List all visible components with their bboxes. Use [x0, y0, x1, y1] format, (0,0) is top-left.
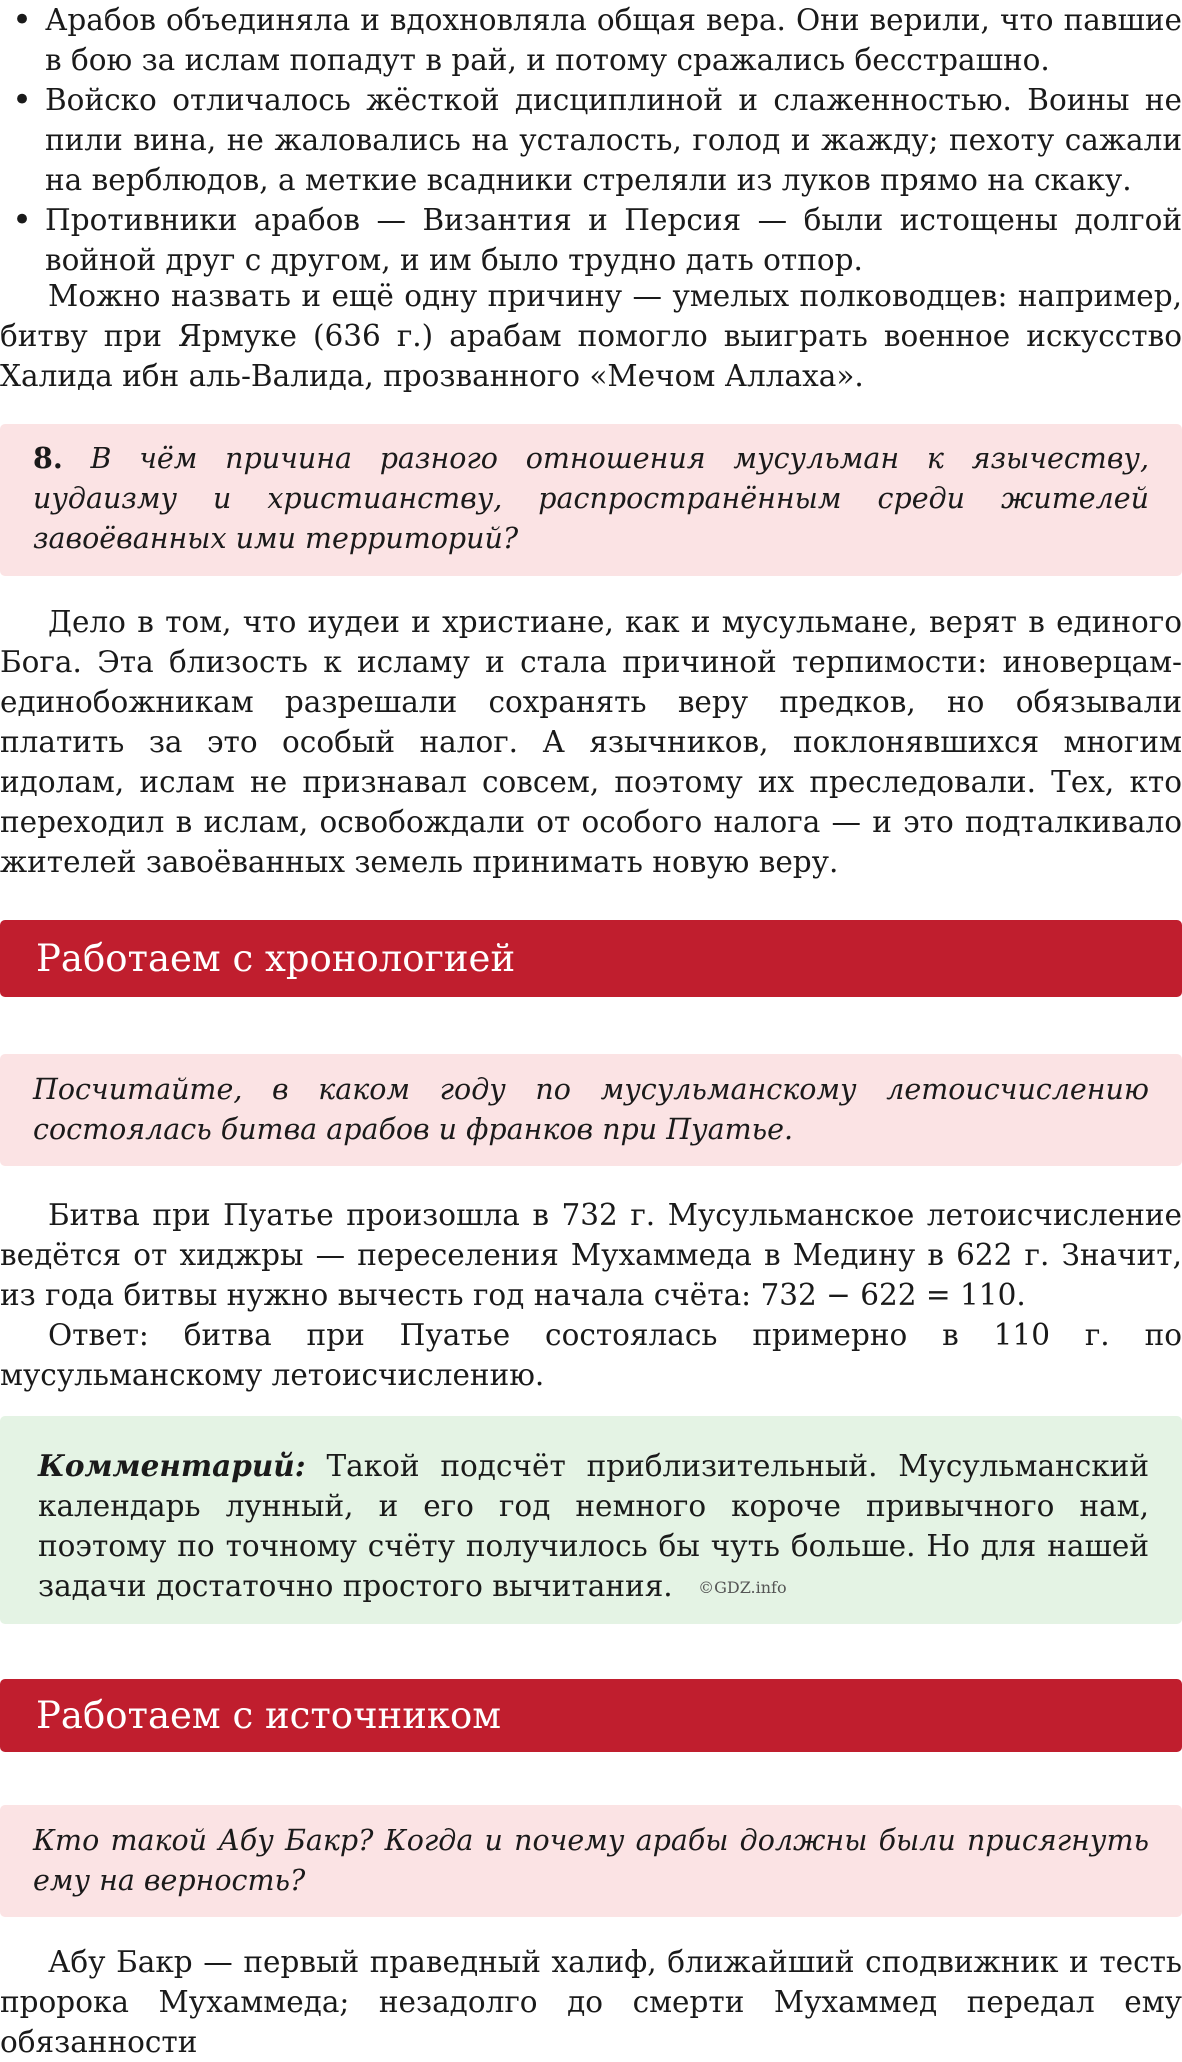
answer-8-paragraph: Дело в том, что иудеи и христиане, как и мусульмане, верят в единого Бога. Эта близость к исламу и стала причиной терпимости: иноверцам-единобожникам разрешали сохранять веру предков, но обязывали платить за это особый налог. А язычников, поклонявшихся многим идолам, ислам не признавал совсем, поэтому их преследовали. Тех, кто переходил в ислам, освобождали от особого налога — и это подталкивало жителей завоёванных земель принимать новую веру.	[0, 605, 1182, 879]
question-number: 8.	[33, 441, 63, 475]
chronology-question-box	[0, 1054, 1182, 1166]
source-answer-paragraph: Абу Бакр — первый праведный халиф, ближайший сподвижник и тесть пророка Мухаммеда; незадолго до смерти Мухаммед передал ему обязанности	[0, 1945, 1182, 2059]
list-item: • Войско отличалось жёсткой дисциплиной и слаженностью. Воины не пили вина, не жаловались на усталость, голод и жажду; пехоту сажали на верблюдов, а меткие всадники стреляли из луков прямо на скаку.	[0, 80, 1182, 200]
section-header-chronology: Работаем с хронологией	[0, 920, 1182, 997]
list-item: • Противники арабов — Византия и Персия — были истощены долгой войной друг с другом, и им было трудно дать отпор.	[0, 200, 1182, 280]
list-item: • Арабов объединяла и вдохновляла общая вера. Они верили, что павшие в бою за ислам попадут в рай, и потому сражались бесстрашно.	[0, 0, 1182, 80]
source-question-box	[0, 1805, 1182, 1917]
copyright-mark: ©GDZ.info	[698, 1578, 787, 1597]
paragraph-reason: Можно назвать и ещё одну причину — умелых полководцев: например, битву при Ярмуке (636 г.) арабам помогло выиграть военное искусство Халида ибн аль-Валида, прозванного «Мечом Аллаха».	[0, 279, 1182, 393]
section-header-source: Работаем с источником	[0, 1679, 1182, 1752]
question-8-box	[0, 424, 1182, 576]
chronology-result-paragraph: Ответ: битва при Пуатье состоялась примерно в 110 г. по мусульманскому летоисчислению.	[0, 1318, 1182, 1392]
question-text: В чём причина разного отношения мусульман к язычеству, иудаизму и христианству, распространённым среди жителей завоёванных ими территорий?	[33, 442, 1149, 555]
comment-box	[0, 1416, 1182, 1624]
reasons-list	[0, 0, 1182, 280]
question-text: Кто такой Абу Бакр? Когда и почему арабы должны были присягнуть ему на верность?	[33, 1824, 1149, 1897]
comment-label: Комментарий:	[38, 1448, 306, 1483]
chronology-answer-paragraph: Битва при Пуатье произошла в 732 г. Мусульманское летоисчисление ведётся от хиджры — переселения Мухаммеда в Медину в 622 г. Значит, из года битвы нужно вычесть год начала счёта: 732 − 622 = 110.	[0, 1198, 1182, 1312]
comment-text: Такой подсчёт приблизительный. Мусульманский календарь лунный, и его год немного короче привычного нам, поэтому по точному счёту получилось бы чуть больше. Но для нашей задачи достаточно простого вычитания.	[38, 1449, 1149, 1603]
question-text: Посчитайте, в каком году по мусульманскому летоисчислению состоялась битва арабов и франков при Пуатье.	[33, 1073, 1149, 1146]
